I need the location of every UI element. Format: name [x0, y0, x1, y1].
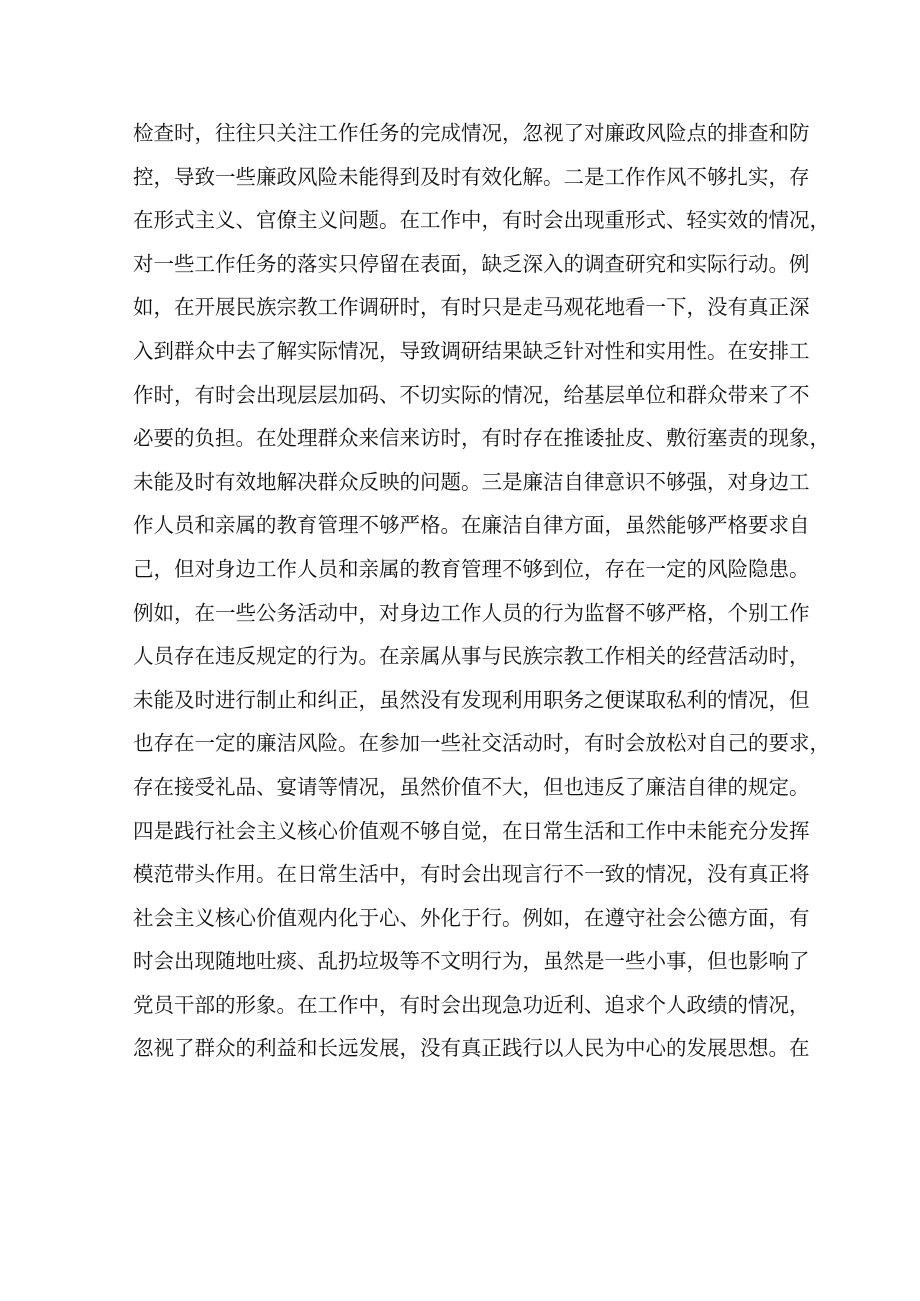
text-line: 入到群众中去了解实际情况，导致调研结果缺乏针对性和实用性。在安排工	[133, 338, 810, 363]
text-line: 忽视了群众的利益和长远发展，没有真正践行以人民为中心的发展思想。在	[133, 1036, 810, 1061]
text-line: 必要的负担。在处理群众来信来访时，有时存在推诿扯皮、敷衍塞责的现象，	[133, 426, 830, 451]
text-line: 控，导致一些廉政风险未能得到及时有效化解。二是工作作风不够扎实，存	[133, 164, 810, 189]
text-line: 作人员和亲属的教育管理不够严格。在廉洁自律方面，虽然能够严格要求自	[133, 513, 810, 538]
text-line: 对一些工作任务的落实只停留在表面，缺乏深入的调查研究和实际行动。例	[133, 251, 810, 276]
text-line: 也存在一定的廉洁风险。在参加一些社交活动时，有时会放松对自己的要求，	[133, 731, 830, 756]
text-line: 己，但对身边工作人员和亲属的教育管理不够到位，存在一定的风险隐患。	[133, 556, 810, 581]
text-line: 四是践行社会主义核心价值观不够自觉，在日常生活和工作中未能充分发挥	[133, 818, 810, 843]
text-line: 存在接受礼品、宴请等情况，虽然价值不大，但也违反了廉洁自律的规定。	[133, 774, 810, 799]
text-line: 社会主义核心价值观内化于心、外化于行。例如，在遵守社会公德方面，有	[133, 905, 810, 930]
text-line: 未能及时有效地解决群众反映的问题。三是廉洁自律意识不够强，对身边工	[133, 469, 810, 494]
text-line: 如，在开展民族宗教工作调研时，有时只是走马观花地看一下，没有真正深	[133, 295, 810, 320]
text-line: 党员干部的形象。在工作中，有时会出现急功近利、追求个人政绩的情况，	[133, 992, 810, 1017]
text-line: 检查时，往往只关注工作任务的完成情况，忽视了对廉政风险点的排查和防	[133, 121, 810, 145]
text-line: 例如，在一些公务活动中，对身边工作人员的行为监督不够严格，个别工作	[133, 600, 810, 625]
text-line: 模范带头作用。在日常生活中，有时会出现言行不一致的情况，没有真正将	[133, 862, 810, 887]
text-line: 未能及时进行制止和纠正，虽然没有发现利用职务之便谋取私利的情况，但	[133, 687, 810, 712]
text-line: 作时，有时会出现层层加码、不切实际的情况，给基层单位和群众带来了不	[133, 382, 810, 407]
text-line: 在形式主义、官僚主义问题。在工作中，有时会出现重形式、轻实效的情况，	[133, 208, 830, 233]
body-paragraph	[133, 112, 830, 1071]
text-line: 时会出现随地吐痰、乱扔垃圾等不文明行为，虽然是一些小事，但也影响了	[133, 949, 810, 974]
text-line: 人员存在违反规定的行为。在亲属从事与民族宗教工作相关的经营活动时，	[133, 644, 810, 669]
